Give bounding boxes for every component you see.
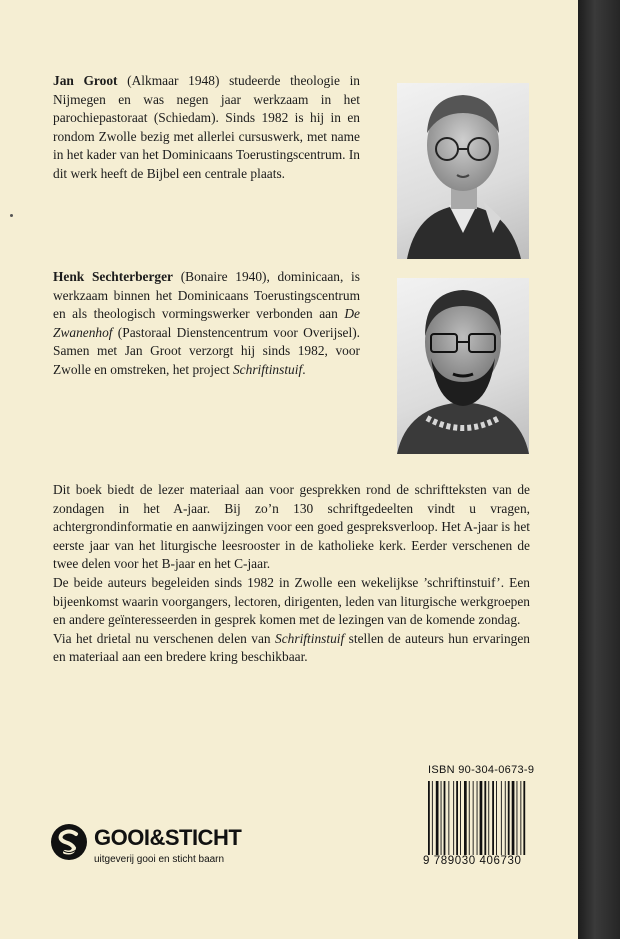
barcode-bar <box>505 781 506 859</box>
barcode-bar <box>492 781 494 859</box>
barcode-bar <box>488 781 489 859</box>
barcode-bar <box>448 781 449 859</box>
barcode-bar <box>501 781 502 859</box>
barcode-bar <box>473 781 474 859</box>
description-paragraph-3 <box>53 630 530 667</box>
author2-italic-a: De Zwanenhof <box>53 306 360 340</box>
barcode-bar <box>464 781 467 859</box>
barcode-bar <box>477 781 478 859</box>
author2-text-b: (Pastoraal Dienstencentrum voor Overijsel). Samen met Jan Groot verzorgt hij sinds 1982, voor Zwolle en omstreken, het project <box>53 324 360 377</box>
description-p3-italic: Schriftinstuif <box>275 630 345 646</box>
publisher-name: GOOI&STICHT <box>94 825 242 850</box>
author1-photo <box>397 83 529 259</box>
book-description <box>53 481 530 667</box>
barcode-bar <box>456 781 458 859</box>
barcode-number: 9 789030 406730 <box>423 855 535 867</box>
description-paragraph-1: Dit boek biedt de lezer materiaal aan voor gesprekken rond de schriftteksten van de zondagen in het A-jaar. Bij zo’n 130 schriftgedeelten vindt u vragen, achtergrondinformatie en aanwijzingen voor een goed gespreksverloop. Het A-jaar is het eerste jaar van het liturgische leesrooster in de katholieke kerk. Eerder verschenen de twee delen voor het B-jaar en het C-jaar. <box>53 482 530 572</box>
author1-bio <box>53 72 360 184</box>
barcode-bar <box>441 781 442 859</box>
barcode-bar <box>432 781 433 859</box>
barcode-bar <box>517 781 518 859</box>
author2-bio <box>53 268 360 380</box>
author2-italic-b: Schriftinstuif <box>232 361 303 377</box>
publisher-tagline: uitgeverij gooi en sticht baarn <box>94 854 225 865</box>
barcode-bar <box>428 781 430 859</box>
barcode-bar <box>480 781 483 859</box>
barcode-bar <box>453 781 454 859</box>
barcode-bar <box>523 781 525 859</box>
barcode-bar <box>436 781 439 859</box>
description-p3-a: Via het drietal nu verschenen delen van <box>53 630 276 646</box>
author1-text: (Alkmaar 1948) studeerde theologie in Nijmegen en was negen jaar werkzaam in het parochiepastoraat (Schiedam). Sinds 1982 is hij in en rondom Zwolle bezig met allerlei cursuswerk, met name in het kader van het Dominicaans Toerustingscentrum. In dit werk heeft de Bijbel een centrale plaats. <box>53 73 361 181</box>
barcode-bar <box>469 781 470 859</box>
barcode-bar <box>508 781 510 859</box>
speck <box>10 214 13 217</box>
barcode <box>427 781 531 859</box>
barcode-bar <box>512 781 515 859</box>
isbn-label: ISBN 90-304-0673-9 <box>428 764 535 776</box>
barcode-bar <box>460 781 461 859</box>
author2-name: Henk Sechterberger <box>53 269 173 284</box>
author1-name: Jan Groot <box>53 73 118 88</box>
barcode-bar <box>444 781 446 859</box>
background-edge <box>578 0 620 939</box>
author2-text-a: (Bonaire 1940), dominicaan, is werkzaam binnen het Dominicaans Toerustingscentrum en als theologisch vormingswerker verbonden aan <box>53 269 360 322</box>
barcode-bar <box>496 781 497 859</box>
barcode-bar <box>484 781 486 859</box>
author2-text-c: . <box>302 361 306 377</box>
barcode-bar <box>520 781 521 859</box>
description-paragraph-2: De beide auteurs begeleiden sinds 1982 in Zwolle een wekelijkse ’schriftinstuif’. Een bijeenkomst waarin voorgangers, lectoren, dirigenten, leden van liturgische werkgroepen en andere geïnteresseerden in gesprek komen met de lezingen van de komende zondag. <box>53 574 530 628</box>
description-p3-b: stellen de auteurs hun ervaringen en materiaal aan een bredere kring beschikbaar. <box>53 630 530 665</box>
author2-photo <box>397 278 529 454</box>
publisher-mark-icon <box>50 823 88 861</box>
